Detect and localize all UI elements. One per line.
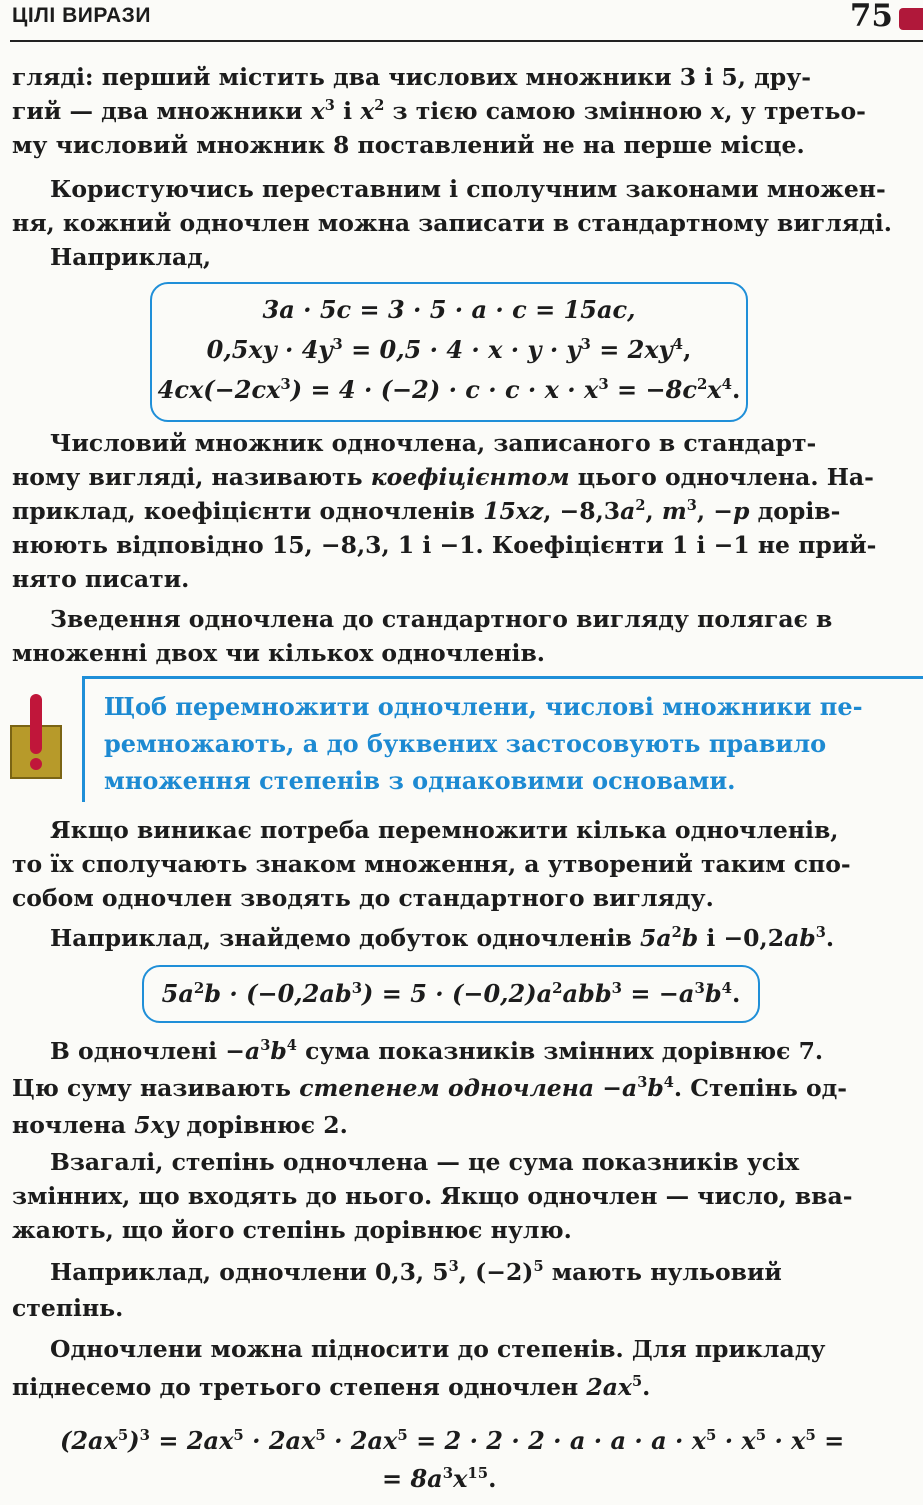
text-line: множенні двох чи кількох одночленів. xyxy=(12,639,545,667)
paragraph-2 xyxy=(12,172,895,274)
text-line: му числовий множник 8 поставлений не на перше місце. xyxy=(12,131,805,159)
paragraph-8 xyxy=(12,1254,895,1326)
text-line: ному вигляді, називають коефіцієнтом цього одночлена. На- xyxy=(12,463,874,491)
text-line: гляді: перший містить два числових множники 3 і 5, дру- xyxy=(12,63,811,91)
text-line: Наприклад, знайдемо добуток одночленів $5a^2b$ $і -0,2ab^3$. xyxy=(50,923,835,952)
rule-line: множення степенів з однаковими основами. xyxy=(104,766,736,795)
paragraph-7 xyxy=(12,1145,895,1247)
formula-line-1: 3a · 5c = 3 · 5 · a · c = 15ac, xyxy=(262,295,636,324)
rule-box xyxy=(82,676,923,802)
rule-line: ремножають, а до буквених застосовують правило xyxy=(104,729,827,758)
text-line: нюють відповідно 15, −8,3, 1 і −1. Коефіцієнти 1 і −1 не прий- xyxy=(12,531,877,559)
paragraph-4 xyxy=(12,602,895,670)
rule-box-left-border xyxy=(82,676,85,802)
text-line: гий — два множники $x^3$ і $x^2$ з тією самою змінною x, у третьо- xyxy=(12,96,866,125)
text-line: степінь. xyxy=(12,1294,124,1322)
text-line: нято писати. xyxy=(12,565,190,593)
power-equation-line-2: = $8a^3x^{15}$. xyxy=(382,1463,497,1493)
text-line: Якщо виникає потреба перемножити кілька одночленів, xyxy=(50,816,839,844)
example-formula-box xyxy=(150,282,748,422)
paragraph-3 xyxy=(12,426,895,596)
text-line: жають, що його степінь дорівнює нулю. xyxy=(12,1216,572,1244)
text-line: собом одночлен зводять до стандартного вигляду. xyxy=(12,884,714,912)
term-coefficient: коефіцієнтом xyxy=(370,463,570,491)
header-divider xyxy=(10,40,923,42)
formula-line: $5a^2b \cdot (-0,2ab^3) = 5 \cdot (-0,2)a^2abb^3 = -a^3b^4$. xyxy=(161,978,741,1008)
text-line: то їх сполучають знаком множення, а утворений таким спо- xyxy=(12,850,851,878)
text-line: Користуючись переставним і сполучним законами множен- xyxy=(50,175,886,203)
rule-box-top-border xyxy=(82,676,923,679)
paragraph-9 xyxy=(12,1330,895,1406)
page-tab-accent xyxy=(899,8,923,30)
exclamation-sign-icon xyxy=(8,688,64,788)
text-line: Цю суму називають степенем одночлена $-a^3b^4$. Степінь од- xyxy=(12,1073,848,1102)
text-line: Числовий множник одночлена, записаного в стандарт- xyxy=(50,429,817,457)
text-line: Одночлени можна підносити до степенів. Для прикладу xyxy=(50,1335,826,1363)
product-formula-box xyxy=(142,965,760,1023)
text-line: Зведення одночлена до стандартного вигляду полягає в xyxy=(50,605,833,633)
text-line: Наприклад, одночлени 0,3, $5^3$, $(-2)^5$ мають нульовий xyxy=(50,1257,782,1286)
text-line: В одночлені $-a^3b^4$ сума показників змінних дорівнює 7. xyxy=(50,1036,824,1065)
rule-line: Щоб перемножити одночлени, числові множники пе- xyxy=(104,692,863,721)
paragraph-6 xyxy=(12,1033,895,1144)
power-equation-line-1: $(2ax^5)^3 = 2ax^5 \cdot 2ax^5 \cdot 2ax^5 = 2 \cdot 2 \cdot 2 \cdot a \cdot a \cdot a \cdot x^5 \cdot x^5 \cdot x^5$ = xyxy=(60,1425,845,1455)
formula-line-3: $4cx(-2cx^3) = 4 \cdot (-2) \cdot c \cdot c \cdot x \cdot x^3 = -8c^2x^4$. xyxy=(157,374,741,404)
page-number: 75 xyxy=(849,0,893,34)
text-line: Наприклад, xyxy=(50,243,212,271)
rule-text xyxy=(104,688,899,799)
paragraph-5 xyxy=(12,813,895,955)
formula-line-2: $0,5xy \cdot 4y^3 = 0,5 \cdot 4 \cdot x \cdot y \cdot y^3 = 2xy^4$, xyxy=(206,334,692,364)
paragraph-1 xyxy=(12,60,895,162)
text-line: ночлена 5xy дорівнює 2. xyxy=(12,1111,348,1139)
text-line: приклад, коефіцієнти одночленів 15xz, $-8,3a^2$, $m^3$, −p дорів- xyxy=(12,496,841,525)
text-line: ня, кожний одночлен можна записати в стандартному вигляді. xyxy=(12,209,892,237)
text-line: Взагалі, степінь одночлена — це сума показників усіх xyxy=(50,1148,800,1176)
term-degree: степенем одночлена xyxy=(299,1074,595,1102)
section-title: ЦІЛІ ВИРАЗИ xyxy=(12,4,151,27)
text-line: піднесемо до третього степеня одночлен $2ax^5$. xyxy=(12,1372,651,1401)
text-line: змінних, що входять до нього. Якщо одночлен — число, вва- xyxy=(12,1182,853,1210)
